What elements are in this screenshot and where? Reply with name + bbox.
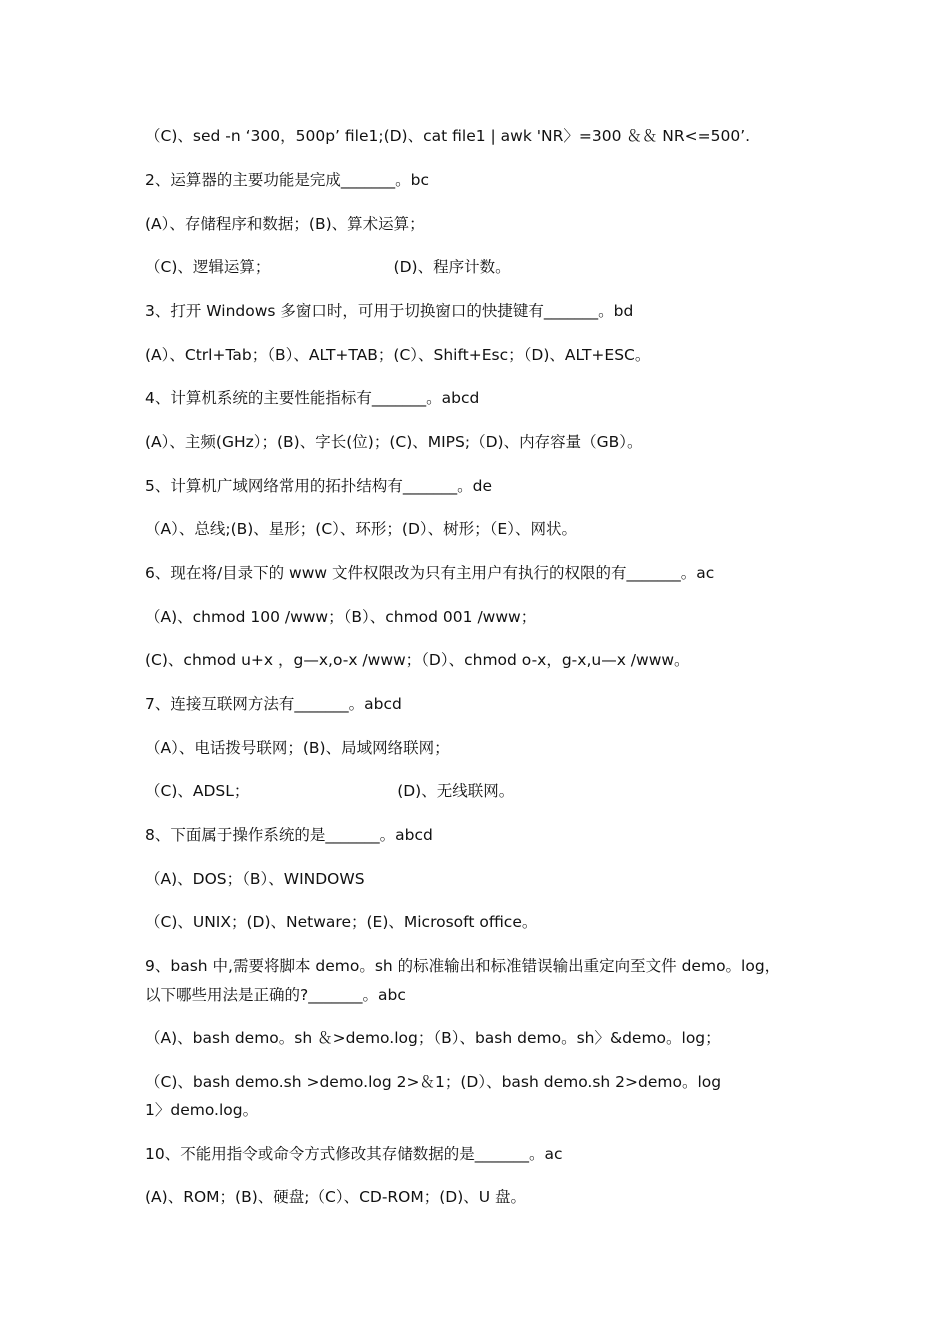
q10-options: (A)、ROM；(B)、硬盘;（C）、CD-ROM；(D)、U 盘。 — [145, 1188, 527, 1206]
q8-options-ab: （A)、DOS；（B）、WINDOWS — [145, 870, 365, 888]
q6-options-ab: （A)、chmod 100 /www；（B）、chmod 001 /www； — [145, 608, 537, 626]
q1-options-cd: （C)、sed -n ‘300，500p’ file1;(D)、cat file1 | awk 'NR〉=300 ＆＆ NR<=500’. — [145, 127, 751, 145]
q9-options-cd-line1: （C)、bash demo.sh >demo.log 2>＆1；(D）、bash demo.sh 2>demo。log — [145, 1073, 722, 1091]
q6-question: 6、现在将/目录下的 www 文件权限改为只有主用户有执行的权限的有_______。ac — [145, 564, 715, 582]
q9-options-cd-line2: 1〉demo.log。 — [145, 1101, 259, 1119]
q7-options-ab: （A）、电话拨号联网；(B)、局域网络联网； — [145, 739, 450, 757]
q8-question: 8、下面属于操作系统的是_______。abcd — [145, 826, 433, 844]
q4-question: 4、计算机系统的主要性能指标有_______。abcd — [145, 389, 480, 407]
q10-question: 10、不能用指令或命令方式修改其存储数据的是_______。ac — [145, 1145, 563, 1163]
q4-options: (A）、主频(GHz）；(B)、字长(位)；(C)、MIPS;（D)、内存容量（GB）。 — [145, 433, 643, 451]
q7-question: 7、连接互联网方法有_______。abcd — [145, 695, 402, 713]
q5-options: （A）、总线;(B)、星形；(C）、环形；(D）、树形；（E）、网状。 — [145, 520, 577, 538]
q3-question: 3、打开 Windows 多窗口时，可用于切换窗口的快捷键有_______。bd — [145, 302, 634, 320]
q9-question-line1: 9、bash 中,需要将脚本 demo。sh 的标准输出和标准错误输出重定向至文件 demo。log， — [145, 957, 781, 975]
q6-options-cd: (C)、chmod u+x ，g—x,o-x /www；（D）、chmod o-x，g-x,u—x /www。 — [145, 651, 690, 669]
q2-question: 2、运算器的主要功能是完成_______。bc — [145, 171, 429, 189]
q9-question-line2: 以下哪些用法是正确的?_______。abc — [145, 986, 406, 1004]
q5-question: 5、计算机广域网络常用的拓扑结构有_______。de — [145, 477, 492, 495]
q8-options-cde: （C)、UNIX；(D)、Netware；(E)、Microsoft office。 — [145, 913, 538, 931]
q7-options-cd: （C)、ADSL； (D)、无线联网。 — [145, 782, 515, 800]
q2-options-ab: (A）、存储程序和数据；(B)、算术运算； — [145, 215, 425, 233]
q3-options: (A）、Ctrl+Tab；（B）、ALT+TAB；(C）、Shift+Esc；（D)、ALT+ESC。 — [145, 346, 651, 364]
q9-options-ab: （A)、bash demo。sh ＆>demo.log；（B）、bash demo。sh〉&demo。log； — [145, 1029, 721, 1047]
q2-options-cd: （C)、逻辑运算； (D)、程序计数。 — [145, 258, 511, 276]
